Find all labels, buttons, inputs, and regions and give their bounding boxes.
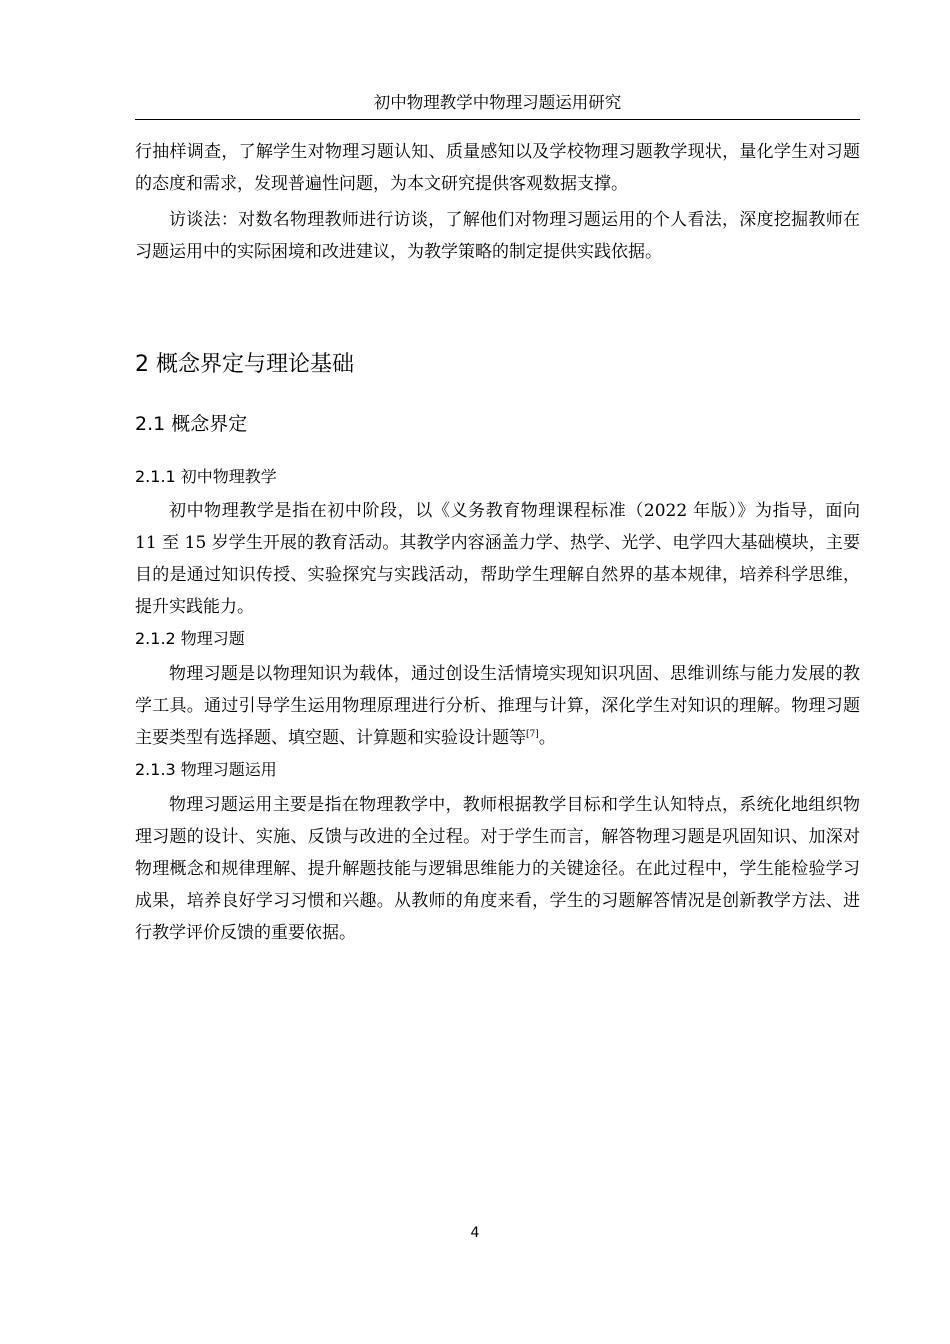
paragraph-212: [135, 658, 860, 754]
chapter-title: 2 概念界定与理论基础: [135, 352, 354, 377]
section-title: 2.1 概念界定: [135, 413, 248, 435]
paragraph-211: 初中物理教学是指在初中阶段，以《义务教育物理课程标准（2022 年版）》为指导，面向 11 至 15 岁学生开展的教育活动。其教学内容涵盖力学、热学、光学、电学四大基础模块，主要目的是通过知识传授、实验探究与实践活动，帮助学生理解自然界的基本规律，培养科学思维，提升实践能力。: [135, 501, 860, 617]
paragraph-interview-method: 访谈法：对数名物理教师进行访谈，了解他们对物理习题运用的个人看法，深度挖掘教师在习题运用中的实际困境和改进建议，为教学策略的制定提供实践依据。: [135, 210, 860, 262]
paragraph-212-text: 物理习题是以物理知识为载体，通过创设生活情境实现知识巩固、思维训练与能力发展的教学工具。通过引导学生运用物理原理进行分析、推理与计算，深化学生对知识的理解。物理习题主要类型有选择题、填空题、计算题和实验设计题等: [135, 664, 860, 748]
page-number: 4: [470, 1225, 480, 1241]
page-content: [135, 136, 860, 949]
subsection-title-213: 2.1.3 物理习题运用: [135, 760, 277, 779]
citation-7: [7]: [526, 729, 539, 740]
subsection-title-211: 2.1.1 初中物理教学: [135, 467, 277, 486]
paragraph-213: 物理习题运用主要是指在物理教学中，教师根据教学目标和学生认知特点，系统化地组织物理习题的设计、实施、反馈与改进的全过程。对于学生而言，解答物理习题是巩固知识、加深对物理概念和规律理解、提升解题技能与逻辑思维能力的关键途径。在此过程中，学生能检验学习成果，培养良好学习习惯和兴趣。从教师的角度来看，学生的习题解答情况是创新教学方法、进行教学评价反馈的重要依据。: [135, 795, 860, 943]
subsection-title-212: 2.1.2 物理习题: [135, 629, 245, 648]
paragraph-212-end: 。: [538, 728, 556, 748]
running-header: 初中物理教学中物理习题运用研究: [135, 91, 860, 120]
paragraph-survey-continued: 行抽样调查，了解学生对物理习题认知、质量感知以及学校物理习题教学现状，量化学生对习题的态度和需求，发现普遍性问题，为本文研究提供客观数据支撑。: [135, 142, 860, 194]
